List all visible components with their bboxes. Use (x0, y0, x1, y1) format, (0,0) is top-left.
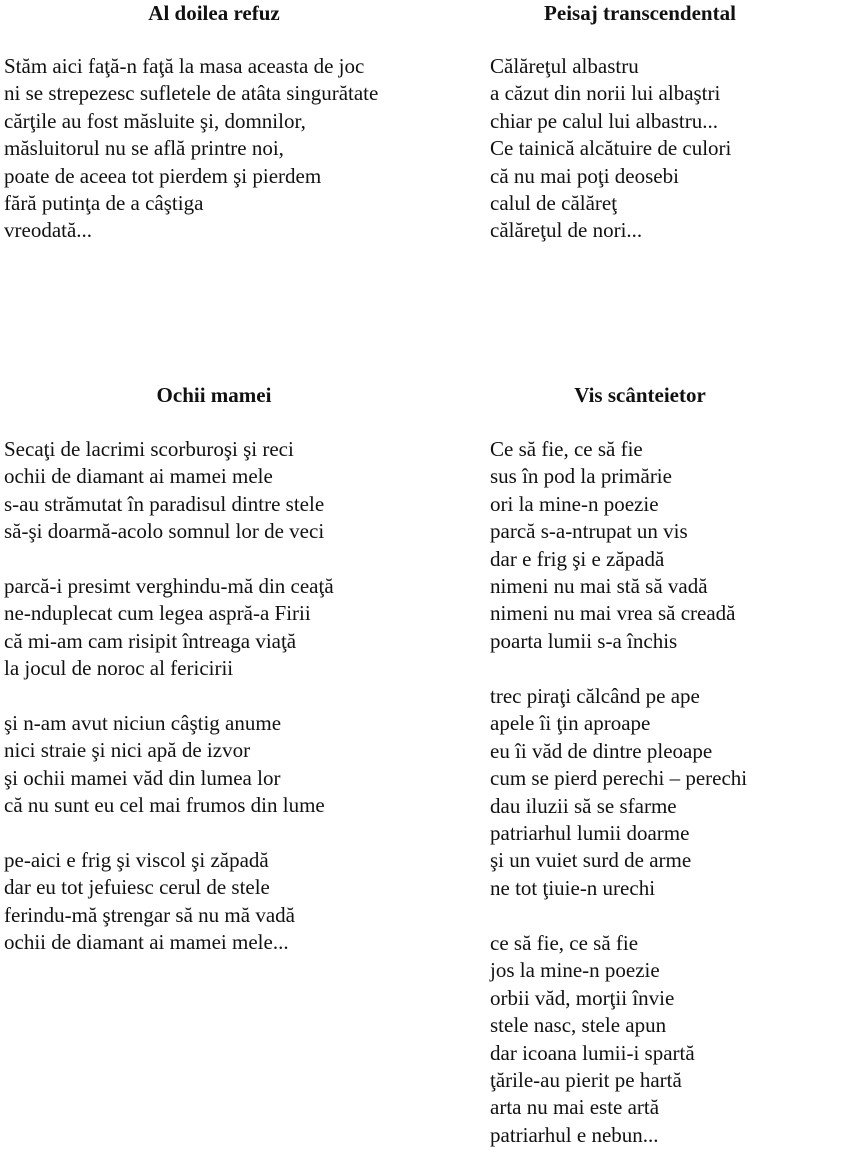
poem-stanza (4, 710, 325, 820)
poem-line: călăreţul de nori... (490, 218, 643, 243)
poem-line: s-au strămutat în paradisul dintre stele (4, 491, 325, 516)
poem-line: poate de aceea tot pierdem şi pierdem (4, 163, 322, 188)
poem-line: şi un vuiet surd de arme (490, 848, 692, 873)
poem-line: nimeni nu mai stă să vadă (490, 573, 708, 598)
poem-line: fără putinţa de a câştiga (4, 190, 204, 215)
poem-line: cărţile au fost măsluite şi, domnilor, (4, 108, 306, 133)
poem-line: că nu mai poţi deosebi (490, 163, 679, 188)
poem-line: ori la mine-n poezie (490, 491, 659, 516)
poem-line: Secaţi de lacrimi scorburoşi şi reci (4, 437, 294, 461)
poem-line: dar e frig şi e zăpadă (490, 546, 665, 571)
poem-stanza (490, 436, 735, 655)
poem-line: dar icoana lumii-i spartă (490, 1040, 695, 1065)
poem-line: parcă-i presimt verghindu-mă din ceaţă (4, 574, 334, 598)
poem-stanza (4, 847, 295, 957)
poem-stanza (490, 53, 731, 245)
poem-stanza (490, 930, 695, 1149)
poem-line: şi ochii mamei văd din lumea lor (4, 765, 281, 790)
poem-line: patriarhul lumii doarme (490, 820, 690, 845)
poem-line: ni se strepezesc sufletele de atâta singurătate (4, 81, 379, 106)
poem-stanza (4, 436, 324, 546)
poem-line: parcă s-a-ntrupat un vis (490, 519, 688, 544)
poem-line: să-şi doarmă-acolo somnul lor de veci (4, 519, 325, 544)
poem-title: Al doilea refuz (148, 1, 280, 25)
poem-line: Ce tainică alcătuire de culori (490, 136, 732, 161)
poem-line: patriarhul e nebun... (490, 1122, 659, 1147)
poem-line: vreodată... (4, 218, 93, 243)
poem-line: Stăm aici faţă-n faţă la masa aceasta de joc (4, 54, 365, 78)
poem-line: trec piraţi călcând pe ape (490, 684, 700, 708)
poem-line: stele nasc, stele apun (490, 1013, 667, 1038)
poem-line: jos la mine-n poezie (490, 958, 660, 983)
poem-line: ferindu-mă ştrengar să nu mă vadă (4, 902, 295, 927)
poem-line: chiar pe calul lui albastru... (490, 108, 718, 133)
poem-line: Călăreţul albastru (490, 54, 639, 78)
poem-line: sus în pod la primărie (490, 464, 672, 489)
poem-line: nimeni nu mai vrea să creadă (490, 601, 736, 626)
poem-line: dau iluzii să se sfarme (490, 793, 677, 818)
poem-line: eu îi văd de dintre pleoape (490, 738, 713, 763)
poem-line: la jocul de noroc al fericirii (4, 656, 234, 681)
poem-line: cum se pierd perechi – perechi (490, 766, 748, 791)
poem-line: ce să fie, ce să fie (490, 931, 639, 955)
poem-line: nici straie şi nici apă de izvor (4, 738, 251, 763)
poem-line: ochii de diamant ai mamei mele... (4, 930, 289, 955)
poem-line: pe-aici e frig şi viscol şi zăpadă (4, 848, 269, 872)
poem-line: şi n-am avut niciun câştig anume (4, 711, 282, 735)
poem-line: a căzut din norii lui albaştri (490, 81, 721, 106)
poem-line: ne tot ţiuie-n urechi (490, 875, 656, 900)
poem-line: ţările-au pierit pe hartă (490, 1067, 682, 1092)
poem-title: Peisaj transcendental (544, 1, 736, 25)
poem-stanza (4, 573, 334, 683)
poem-line: ne-nduplecat cum legea aspră-a Firii (4, 601, 311, 626)
poem-line: arta nu mai este artă (490, 1095, 660, 1120)
poem-stanza (490, 683, 747, 902)
poem-title: Vis scânteietor (574, 383, 706, 407)
poem-line: că mi-am cam risipit întreaga viaţă (4, 628, 297, 653)
poem-stanza (4, 53, 378, 245)
poem-line: că nu sunt eu cel mai frumos din lume (4, 793, 325, 818)
poem-line: orbii văd, morţii învie (490, 985, 675, 1010)
poem-line: calul de călăreţ (490, 190, 618, 215)
poem-line: apele îi ţin aproape (490, 711, 651, 736)
poem-line: poarta lumii s-a închis (490, 628, 678, 653)
poem-line: măsluitorul nu se află printre noi, (4, 136, 284, 161)
poem-title: Ochii mamei (156, 383, 272, 407)
poem-line: ochii de diamant ai mamei mele (4, 464, 273, 489)
poem-line: dar eu tot jefuiesc cerul de stele (4, 875, 270, 900)
poem-line: Ce să fie, ce să fie (490, 437, 643, 461)
